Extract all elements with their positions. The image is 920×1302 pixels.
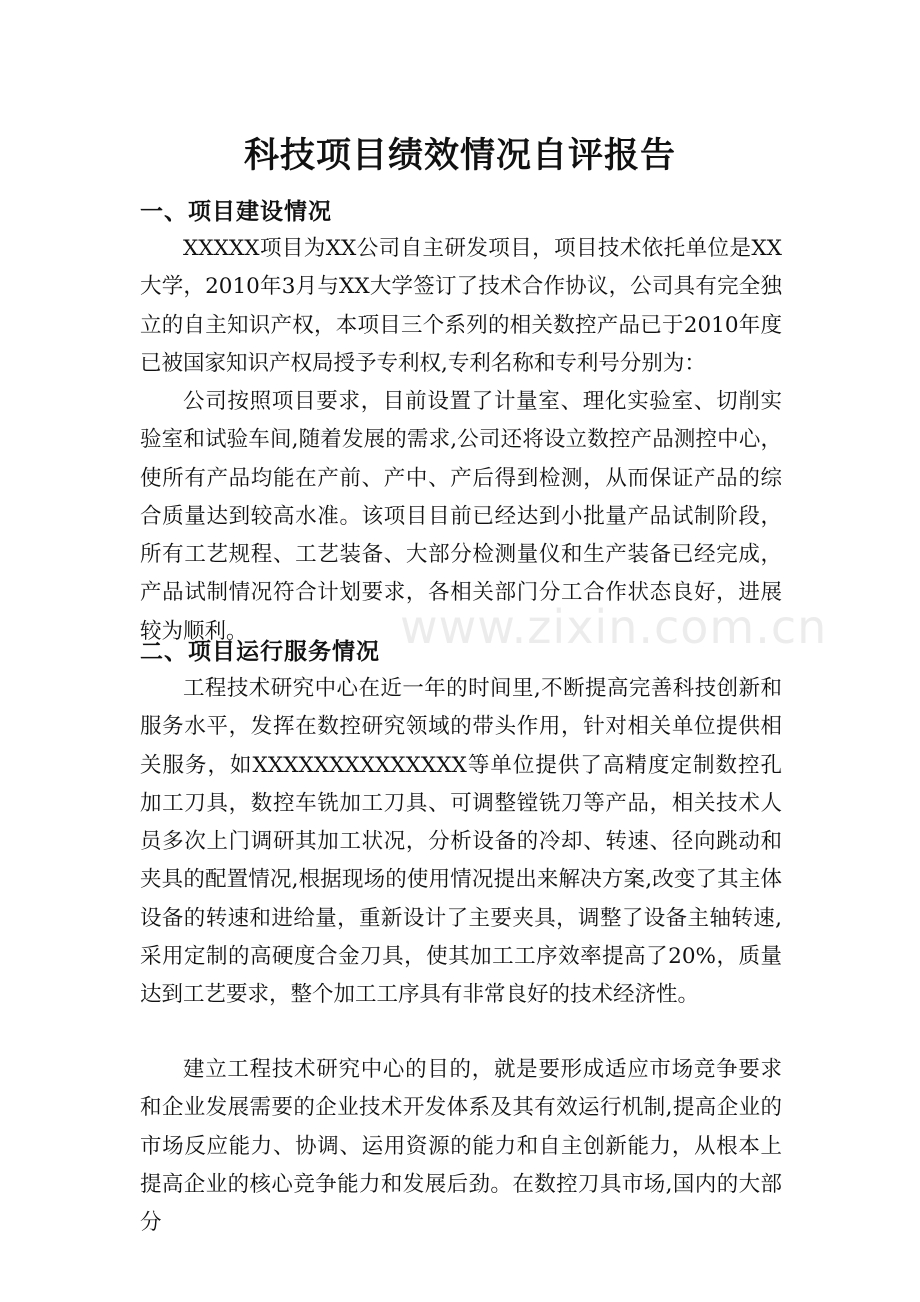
section-heading-1: 一、项目建设情况 — [140, 198, 332, 225]
section-2-paragraph-1: 工程技术研究中心在近一年的时间里,不断提高完善科技创新和服务水平，发挥在数控研究领域的带头作用，针对相关单位提供相关服务，如XXXXXXXXXXXXXX等单位提供了高精度定制数控孔加工刀具，数控车铣加工刀具、可调整镗铣刀等产品，相关技术人员多次上门调研其加工状况，分析设备的冷却、转速、径向跳动和夹具的配置情况,根据现场的使用情况提出来解决方案,改变了其主体设备的转速和进给量，重新设计了主要夹具，调整了设备主轴转速,采用定制的高硬度合金刀具，使其加工工序效率提高了20%，质量达到工艺要求，整个加工工序具有非常良好的技术经济性。 — [140, 676, 782, 1008]
section-1-paragraph-1: XXXXX项目为XX公司自主研发项目，项目技术依托单位是XX大学，2010年3月与XX大学签订了技术合作协议，公司具有完全独立的自主知识产权，本项目三个系列的相关数控产品已于2010年度已被国家知识产权局授予专利权,专利名称和专利号分别为： — [140, 236, 782, 376]
section-1-paragraph-2: 公司按照项目要求，目前设置了计量室、理化实验室、切削实验室和试验车间,随着发展的需求,公司还将设立数控产品测控中心，使所有产品均能在产前、产中、产后得到检测，从而保证产品的综合质量达到较高水准。该项目目前已经达到小批量产品试制阶段，所有工艺规程、工艺装备、大部分检测量仪和生产装备已经完成，产品试制情况符合计划要求，各相关部门分工合作状态良好，进展较为顺利。 — [140, 389, 782, 644]
document-title: 科技项目绩效情况自评报告 — [243, 135, 676, 176]
watermark: www.zixin.com.cn — [400, 600, 828, 654]
section-2-paragraph-2: 建立工程技术研究中心的目的，就是要形成适应市场竞争要求和企业发展需要的企业技术开发体系及其有效运行机制,提高企业的市场反应能力、协调、运用资源的能力和自主创新能力，从根本上提高企业的核心竞争能力和发展后劲。在数控刀具市场,国内的大部分 — [140, 1057, 782, 1236]
section-heading-2: 二、项目运行服务情况 — [140, 638, 380, 665]
